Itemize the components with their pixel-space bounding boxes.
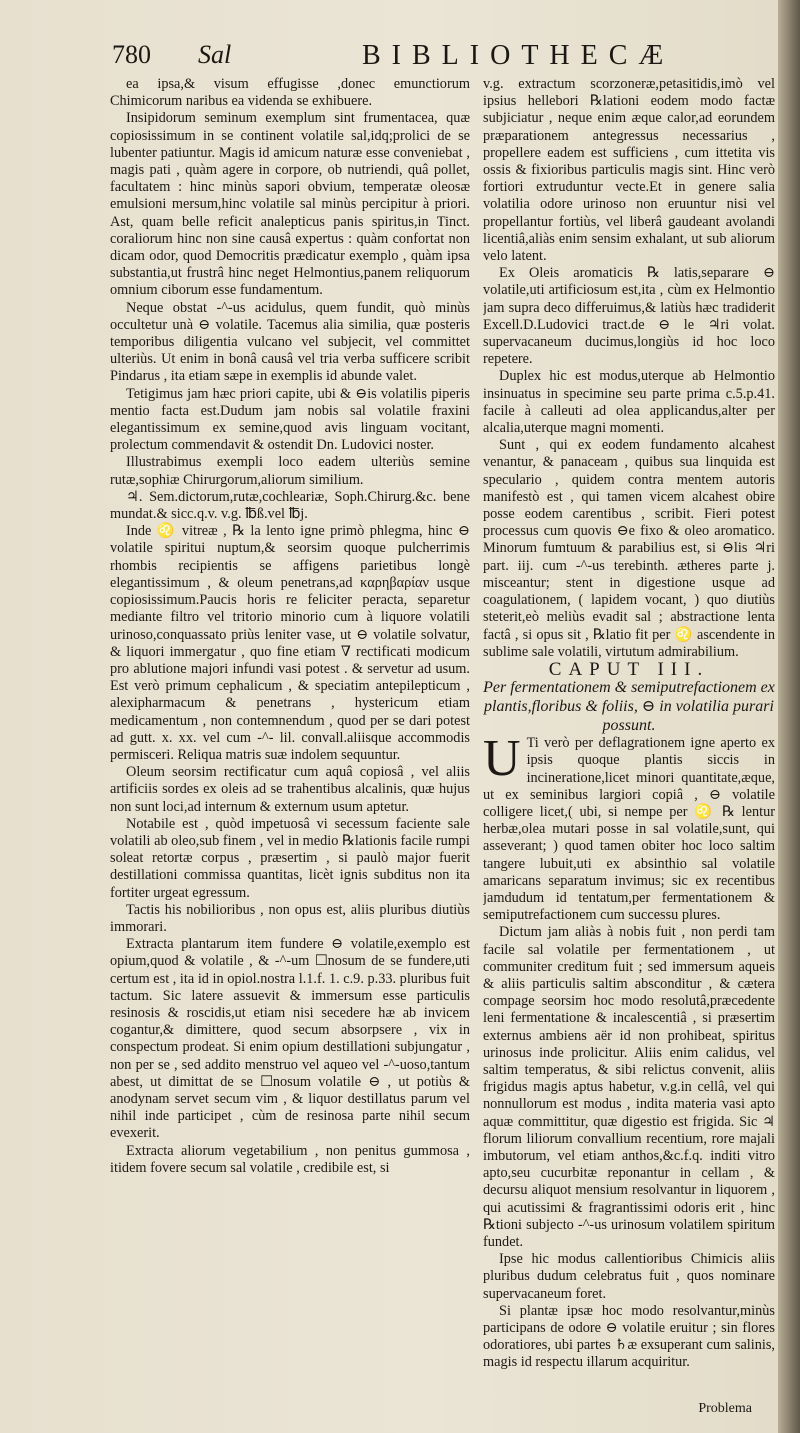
paragraph: Duplex hic est modus,uterque ab Helmontio insinuatus in specimine seu parte prima c.5.p.41. facile à calleuti ad olea applicandus,alter per alcalia,uterque magni momenti. bbox=[483, 368, 775, 437]
paragraph: Si plantæ ipsæ hoc modo resolvantur,minùs participans de odore ⊖ volatile eruitur ; sin flores odoratiores, ubi partes ♄æ exsuperant cum salinis, magis id respectu illarum acquiritur. bbox=[483, 1302, 775, 1371]
running-head bbox=[112, 40, 772, 80]
drop-cap-letter: U bbox=[483, 730, 521, 788]
paragraph: Extracta plantarum item fundere ⊖ volatile,exemplo est opium,quod & volatile , & -^-um ☐nosum de se fundere,uti certum est , ita id in opiol.nostra l.1.f. 1. c.9. p.33. pluribus fuit tactum. Sic latere assuevit & immersum esse particulis resinosis & roscidis,ut etiam nisi secedere hæ ab invicem cogantur,& dimittere, quod secum absorpsere , vix in conspectum prodeat. Si enim opium destillationi subjungatur , non per se , sed addito menstruo vel aqueo vel -^-uoso,tantum abest, ut dimittat de se ☐nosum volatile ⊖ , ut potiùs & anodynam servet secum vim , & liquor destillatus parum vel nihil inde participet , cùm de resinosa parte nihil secum evexerit. bbox=[110, 936, 470, 1142]
paragraph: Tactis his nobilioribus , non opus est, aliis pluribus diutiùs immorari. bbox=[110, 901, 470, 935]
paragraph: Ipse hic modus callentioribus Chimicis aliis pluribus dudum celebratus fuit , quos nominare supervacaneum foret. bbox=[483, 1251, 775, 1302]
chapter-first-paragraph bbox=[483, 730, 775, 924]
paragraph: Notabile est , quòd impetuosâ vi secessum faciente sale volatili ab oleo,sub finem , vel in medio ℞lationis facile rumpi soleat retortæ corpus , præsertim , si paulò major fuerit destillationi commissa quantitas, licèt ignis subditus non ita fortiter urgeat egressum. bbox=[110, 815, 470, 901]
left-column bbox=[110, 76, 470, 1177]
paragraph: ea ipsa,& visum effugisse ,donec emunctiorum Chimicorum naribus ea videnda se exhibuere. bbox=[110, 76, 470, 110]
paragraph: Illustrabimus exempli loco eadem ulteriùs semine rutæ,sophiæ Chirurgorum,aliorum similium. bbox=[110, 454, 470, 488]
paragraph: Ex Oleis aromaticis ℞ latis,separare ⊖ volatile,uti artificiosum est,ita , cùm ex Helmontio jam supra deco differuimus,& latiùs hæc tradiderit Excell.D.Ludovici tract.de ⊖ le ♃ri volat. supervacaneum ducimus,longiùs id hoc loco repetere. bbox=[483, 265, 775, 368]
recipe-paragraph: ♃. Sem.dictorum,rutæ,cochleariæ, Soph.Chirurg.&c. bene mundat.& sicc.q.v. v.g. ℔ß.vel ℔j. bbox=[110, 488, 470, 523]
paragraph: Neque obstat -^-us acidulus, quem fundit, quò minùs occultetur unà ⊖ volatile. Tacemus alia similia, quæ posteris temporibus diligentia vulcano vel subjecit, vel committet ulteriùs. Ut enim in bonâ causâ vel tria verba sufficere scribit Pindarus , ita etiam sæpe in exemplis id abunde valet. bbox=[110, 299, 470, 385]
catchword: Problema bbox=[698, 1401, 752, 1416]
paragraph: Sunt , qui ex eodem fundamento alcahest venantur, & panaceam , quibus sua linquida est speculario , quidem contra mentem autoris manifestò est , qui tamen vicem alcahest obire posse eodem carentibus , scribit. Fieri potest processus cum quovis ⊖e fixo & oleo aromatico. Minorum fumtuum & parabilius est, si ⊖lis ♃ri part. iij. cum -^-us terebinth. ætheres parte j. misceantur; stent in digestione usque ad coagulationem, ( lapidem vocant, ) quo diutiùs steterit,eò meliùs evadit sal ; abstractione lenta factâ , si opus sit , ℞latio fit per ♌ ascendente in sublime sale volatili, virtutum admirabilium. bbox=[483, 437, 775, 660]
right-column bbox=[483, 76, 775, 1396]
paragraph: Dictum jam aliàs à nobis fuit , non perdi tam facile sal volatile per fermentationem , ut communiter creditum fuit ; sed immersum aqueis & aliis particulis saltim absconditur , & cætera compage seorsim hoc modo resolutâ,præcedente leni fermentatione & incalescentiâ , si præsertim externus ambiens aër id non prohibeat, spiritus urinosus inde prolicitur. Aliis enim calidus, vel saltim temperatus, & sibi relictus convenit, aliis frigidus magis aptus habetur, v.g.in cellâ, vel qui nonnullorum est modus , indita materia vasi apto aquæ committitur, quæ digestio est frigida. Sic ♃ florum liliorum convallium recentium, rore majali imbutorum, vel etiam anthos,&c.f.q. inditi vitro apto,seu cucurbitæ reponantur in cellam , & decursu aliquot mensium resolvantur in liquorem , qui acutissimi & fragrantissimi odoris erit , hinc ℞tioni subjecto -^-us urinosum volatilem spiritum fundet. bbox=[483, 924, 775, 1250]
paragraph: Extracta aliorum vegetabilium , non penitus gummosa , itidem fovere secum sal volatile , credibile est, si bbox=[110, 1142, 470, 1176]
paragraph: v.g. extractum scorzoneræ,petasitidis,imò vel ipsius hellebori ℞lationi eodem modo factæ subjiciatur , neque enim æque calor,ad eorundem præparationem antegressus necessarius , propellere eadem est sufficiens , cum ittetita vis ossis & fixioribus particulis magis sint. Hinc verò fortiori extruduntur vecte.Et in genere salia volatilia odore urinoso non eruuntur nisi vel propellantur fortiùs, vel liberâ gaudeant avolandi licentiâ,aliàs enim sensim exhalant, ut sub aliorum velo latent. bbox=[483, 76, 775, 265]
page-number: 780 bbox=[112, 40, 151, 69]
book-binding-edge bbox=[778, 0, 800, 1433]
chapter-title: Per fermentationem & semiputrefactionem ex plantis,floribus & foliis, ⊖ in volatilia purari possunt. bbox=[483, 679, 775, 735]
running-head-title: BIBLIOTHECÆ bbox=[362, 40, 675, 71]
paragraph-text: Ti verò per deflagrationem igne aperto ex ipsis quoque plantis siccis in incineratione,licet minori quantitate,æque, ut ex seminibus largiori copiâ , ⊖ volatile colligere licet,( ubi, si nempe per ♌ ℞ lentur herbæ,olea mutari posse in sal volatile,sunt, qui asseverant; ) quod tamen obiter hoc loco saltim tangere lubuit,uti ex absinthio sal volatile amaricans separatum invimus; sic ex recentibus jamdudum id tentatum,per fermentationem & semiputrefactionem cum successu plures. bbox=[483, 735, 775, 924]
paragraph: Tetigimus jam hæc priori capite, ubi & ⊖is volatilis piperis mentio facta est.Dudum jam nobis sal volatile fraxini elegantissimum ex semine,quod avis linguam vocitant, prolectum commendavit & ostendit Dn. Ludovici noster. bbox=[110, 385, 470, 454]
running-head-subject: Sal bbox=[198, 40, 232, 69]
paragraph: Insipidorum seminum exemplum sint frumentacea, quæ copiosissimum in se continent volatile sal,idq;prolici de se lubenter patiuntur. Magis id amicum naturæ esse conveniebat , magis pati , quàm agere in corpore, ob nutriendi, quâ pollet, facultatem : hinc minùs sapori obvium, temperatæ oleosæ emulsioni mersum,hinc volatile sal minùs percipitur à priori. Ast, quam belle reficit analepticus panis spiritus,in Tinct. coraliorum hinc non sine causâ expertus : quàm confortat non dicam odor, quod Democritis prædicatur exemplo , quàm ipsa substantia,ut frustrâ hinc neget Helmontius,panem reliquorum omnium ciborum esse fundamentum. bbox=[110, 110, 470, 299]
paragraph: Oleum seorsim rectificatur cum aquâ copiosâ , vel aliis artificiis sordes ex oleis ad se trahentibus alcalinis, quæ hujus non sunt loci,ad internum & externum usum aptetur. bbox=[110, 764, 470, 815]
paragraph: Inde ♌ vitreæ , ℞ la lento igne primò phlegma, hinc ⊖ volatile spiritui nuptum,& seorsim quoque pulcherrimis rhombis recipientis se affigens parietibus longè elegantissimum , & oleum penetrans,ad καρηβαρίαν usque copiosissimum.Paucis horis re feliciter peracta, separetur mediante filtro vel tritorio minorio cum à liquore volatili urinoso,conquassato priùs leniter vase, ut ⊖ volatile solvatur, & liquori immergatur , quo fine etiam ∇ rectificati modicum pro ablutione majori infundi vasi potest . & servetur ad usum. Est verò primum cephalicum , & speciatim antepilepticum , alexipharmacum & penetrans , hystericum etiam medicamentum , non contemnendum , quod per se dari potest ad gutt. x. xx. vel cum -^- lil. convall.aliisque accommodis permisceri. Reliqua matris suæ indolem sequuntur. bbox=[110, 523, 470, 763]
chapter-heading: CAPUT III. bbox=[548, 658, 710, 680]
